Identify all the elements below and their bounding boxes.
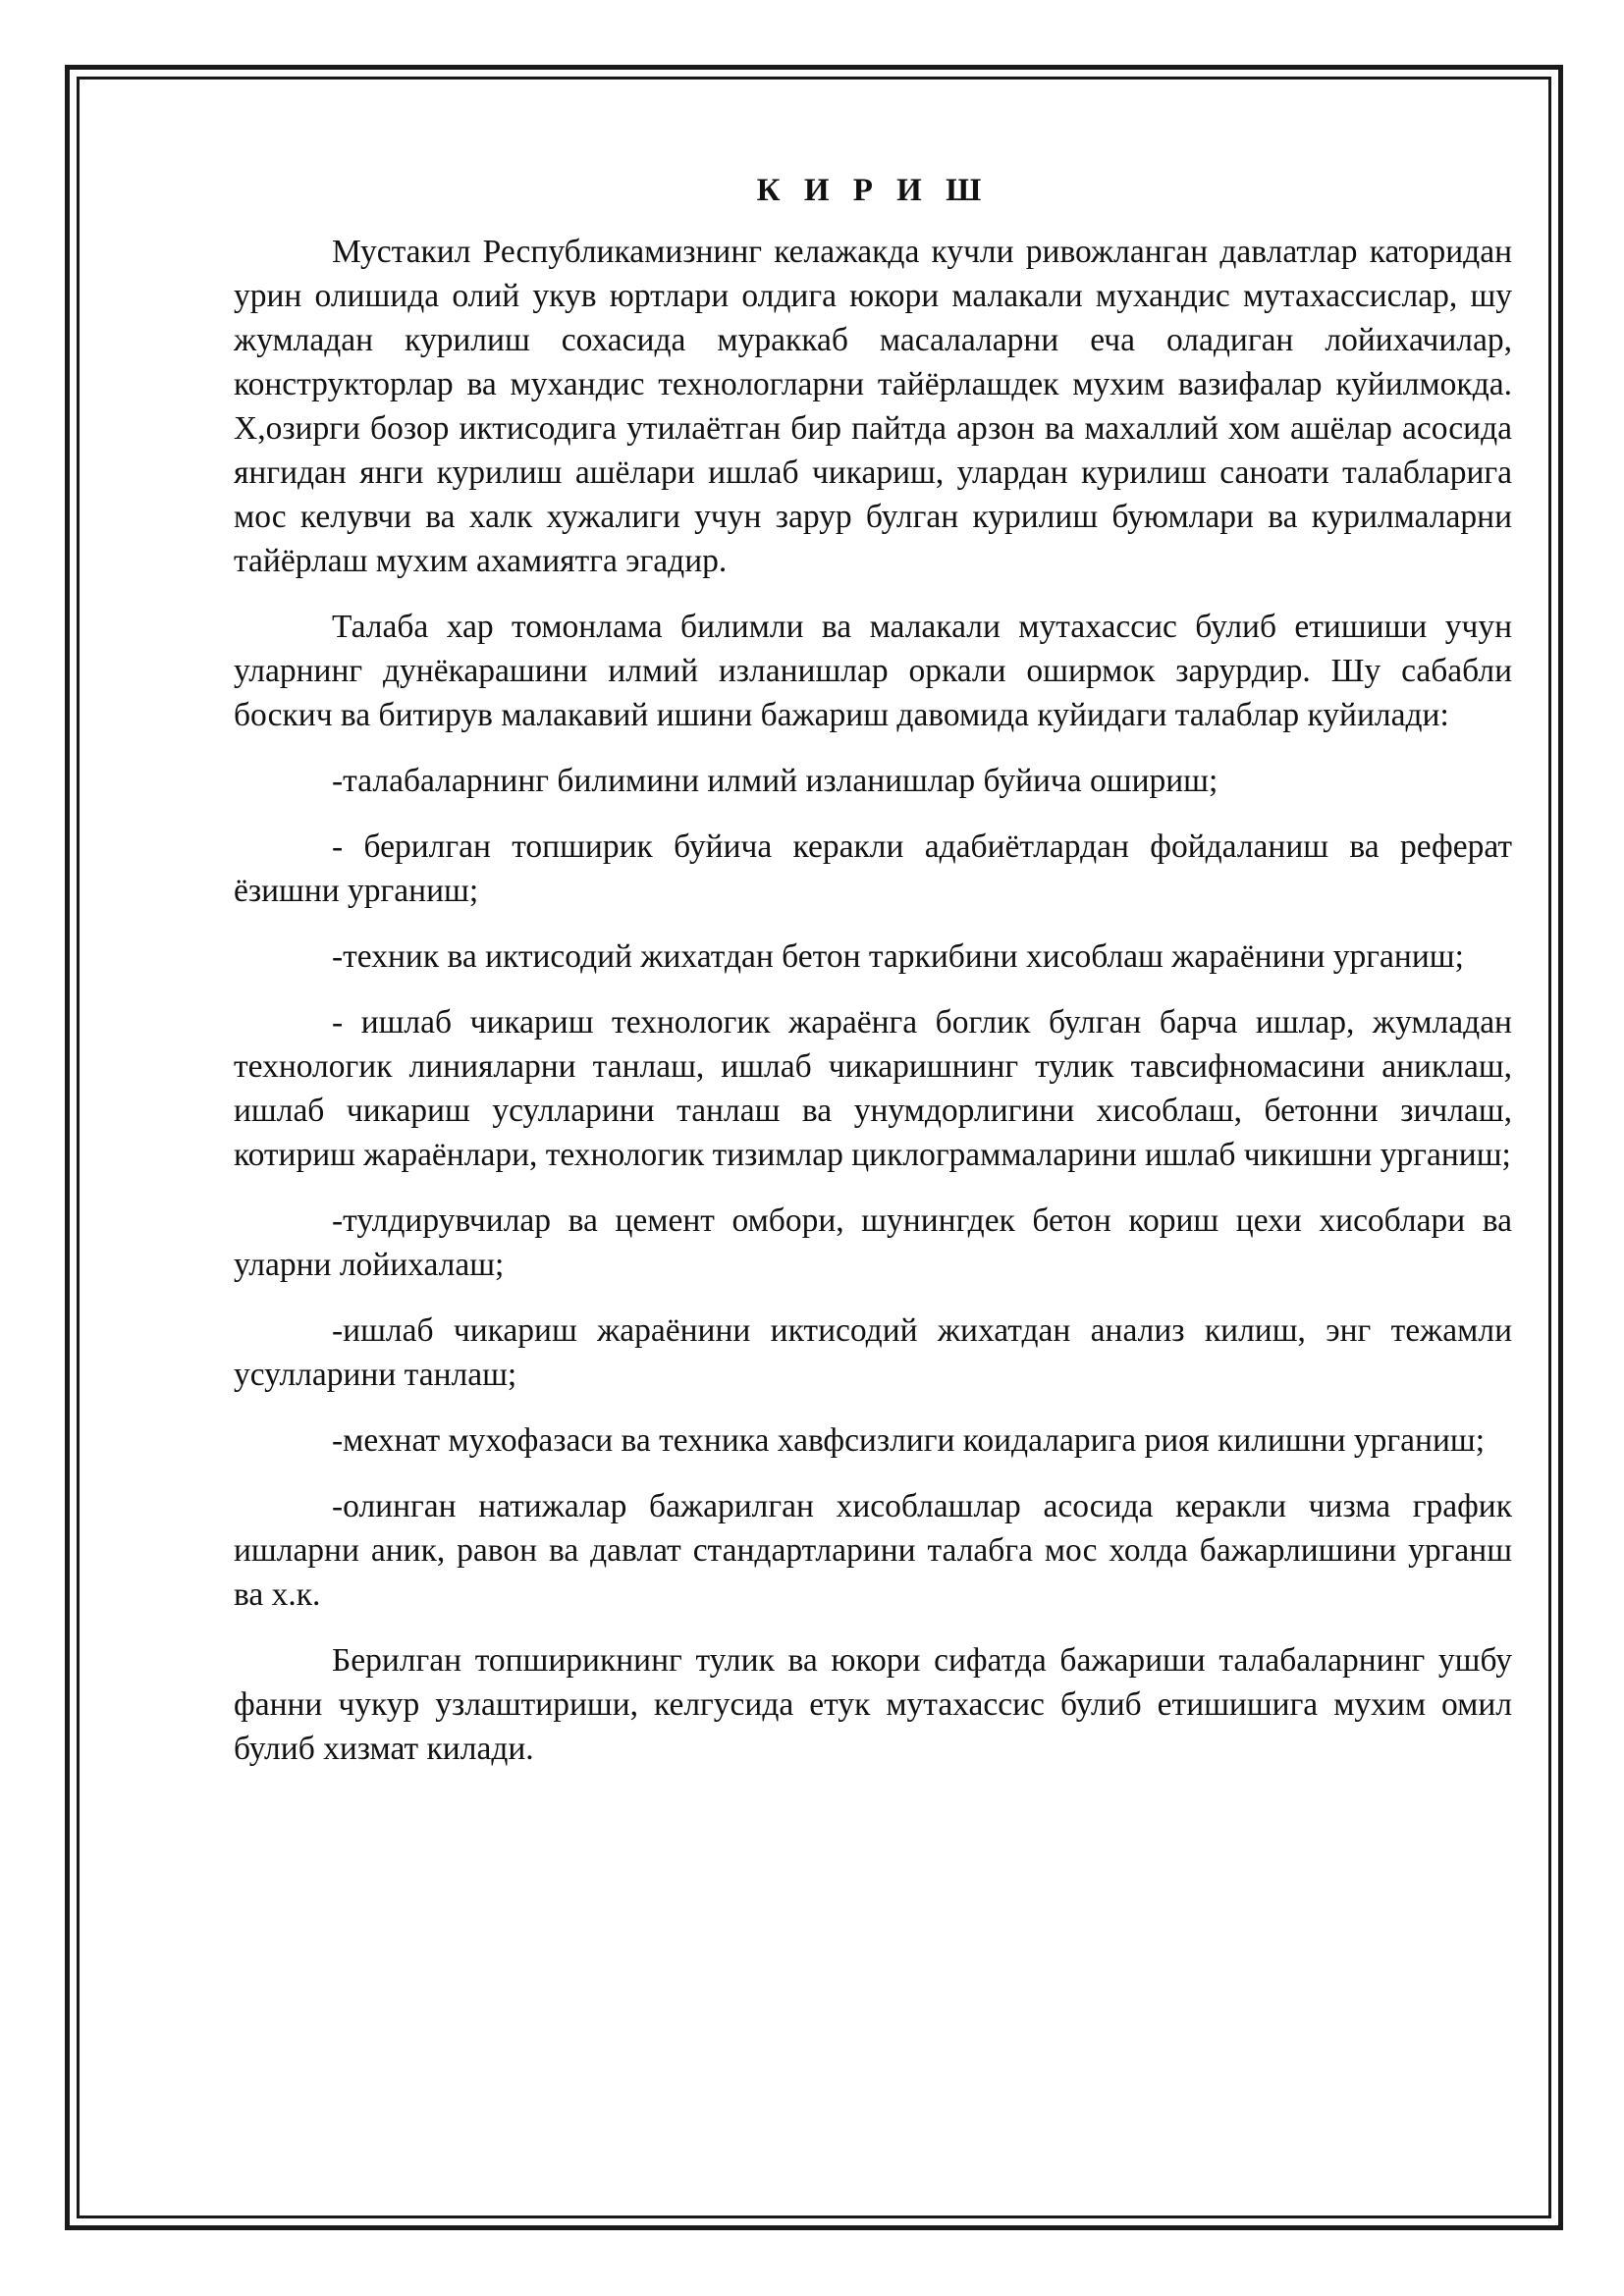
list-item: -мехнат мухофазаси ва техника хавфсизлиги коидаларига риоя килишни урганиш; <box>332 1422 1486 1459</box>
list-item: -техник ва иктисодий жихатдан бетон таркибини хисоблаш жараёнини урганиш; <box>332 938 1464 975</box>
document-title: К И Р И Ш <box>756 173 990 208</box>
list-item: - ишлаб чикариш технологик жараёнга боглик булган барча ишлар, жумладан технологик линияларни танлаш, ишлаб чикаришнинг тулик тавсифномасини аниклаш, ишлаб чикариш усулларини танлаш ва унумдорлигини хисоблаш, бетонни зичлаш, котириш жараёнлари, технологик тизимлар циклограммаларини ишлаб чикишни урганиш; <box>234 1004 1512 1173</box>
paragraph-conclusion: Берилган топширикнинг тулик ва юкори сифатда бажариши талабаларнинг ушбу фанни чукур узлаштириши, келгусида етук мутахассис булиб етишишига мухим омил булиб хизмат килади. <box>234 1642 1512 1767</box>
list-item: -олинган натижалар бажарилган хисоблашлар асосида керакли чизма график ишларни аник, равон ва давлат стандартларини талабга мос холда бажарлишини урганш ва х.к. <box>234 1488 1512 1613</box>
list-item: -талабаларнинг билимини илмий изланишлар буйича ошириш; <box>332 763 1218 799</box>
list-item: - берилган топширик буйича керакли адабиётлардан фойдаланиш ва реферат ёзишни урганиш; <box>234 828 1512 909</box>
list-item: -тулдирувчилар ва цемент омбори, шунингдек бетон кориш цехи хисоблари ва уларни лойихалаш; <box>234 1202 1512 1283</box>
list-item: -ишлаб чикариш жараёнини иктисодий жихатдан анализ килиш, энг тежамли усулларини танлаш; <box>234 1312 1512 1393</box>
paragraph-requirements: Талаба хар томонлама билимли ва малакали мутахассис булиб етишиши учун уларнинг дунёкарашини илмий изланишлар оркали оширмок зарурдир. Шу сабабли боскич ва битирув малакавий ишини бажариш давомида куйидаги талаблар куйилади: <box>234 609 1512 733</box>
document-body <box>234 165 1512 1771</box>
paragraph-intro: Мустакил Республикамизнинг келажакда кучли ривожланган давлатлар каторидан урин олишида олий укув юртлари олдига юкори малакали мухандис мутахассислар, шу жумладан курилиш сохасида мураккаб масалаларни еча оладиган лойихачилар, конструкторлар ва мухандис технологларни тайёрлашдек мухим вазифалар куйилмокда. Х,озирги бозор иктисодига утилаётган бир пайтда арзон ва махаллий хом ашёлар асосида янгидан янги курилиш ашёлари ишлаб чикариш, улардан курилиш саноати талабларига мос келувчи ва халк хужалиги учун зарур булган курилиш буюмлари ва курилмаларни тайёрлаш мухим ахамиятга эгадир. <box>234 234 1512 579</box>
